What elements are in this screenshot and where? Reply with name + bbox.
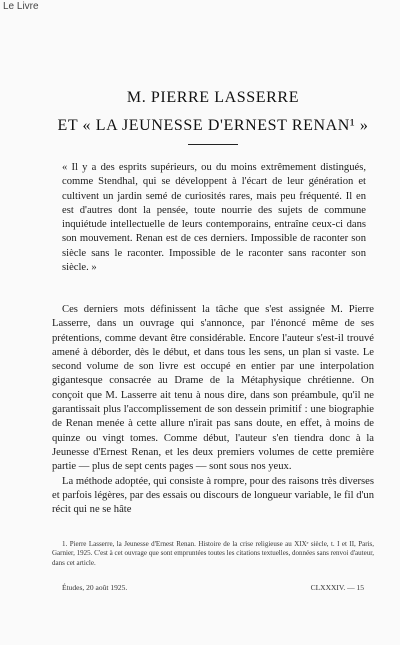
article-title-line-1: M. PIERRE LASSERRE [126,89,300,106]
quote-paragraph: « Il y a des esprits supérieurs, ou du moins extrêmement distingués, comme Stendhal, qui se développent à l'écart de leur génération et cultivent un jardin semé de curiosités rares, mais peu fréquenté. Il en est d'autres dont la pensée, toute nourrie des sujets de commune inquiétude intellectuelle de leurs contemporains, entraîne ceux-ci dans son mouvement. Renan est de ces derniers. Impossible de raconter son siècle sans le raconter. Impossible de le raconter sans raconter son siècle. » [62,162,366,274]
article-page [52,0,374,645]
footer-publication: Études, 20 août 1925. [62,583,128,592]
footnote [52,540,374,568]
footnote-text: 1. Pierre Lasserre, la Jeunesse d'Ernest Renan. Histoire de la crise religieuse au XIXᵉ siècle, t. I et II, Paris, Garnier, 1925. C'est à cet ouvrage que sont empruntées toutes les citations textuelles, données sans renvoi d'auteur, dans cet article. [52,540,374,567]
footer-page-number: CLXXXIV. — 15 [310,583,364,592]
article-title-line-2: ET « LA JEUNESSE D'ERNEST RENAN¹ » [57,117,369,134]
epigraph-quote [62,161,366,275]
title-divider [188,144,238,145]
body-paragraph-2: La méthode adoptée, qui consiste à rompre, pour des raisons très diverses et parfois légères, par des essais ou discours de longueur variable, le fil d'un récit qui ne se hâte [52,475,374,516]
body-paragraph-1: Ces derniers mots définissent la tâche que s'est assignée M. Pierre Lasserre, dans un ouvrage qui s'annonce, par l'énoncé même de ses prétentions, comme devant être considérable. Encore l'auteur s'est-il trouvé amené à déborder, dès le début, et dans tous les sens, un plan si vaste. Le second volume de son livre est occupé en entier par une interpolation gigantesque consacrée au Drame de la Métaphysique chrétienne. On conçoit que M. Lasserre ait tenu à nous dire, dans son préambule, qu'il ne garantissait plus l'accomplissement de son dessein primitif : une biographie de Renan menée à cette allure n'irait pas sans doute, en effet, à moins de quinze ou vingt tomes. Comme début, l'auteur s'en tiendra donc à la Jeunesse d'Ernest Renan, et les deux premiers volumes de cette première partie — plus de sept cents pages — sont sous nos yeux. [52,304,374,473]
article-body [52,303,374,517]
watermark-logo: Le Livre [3,1,39,12]
